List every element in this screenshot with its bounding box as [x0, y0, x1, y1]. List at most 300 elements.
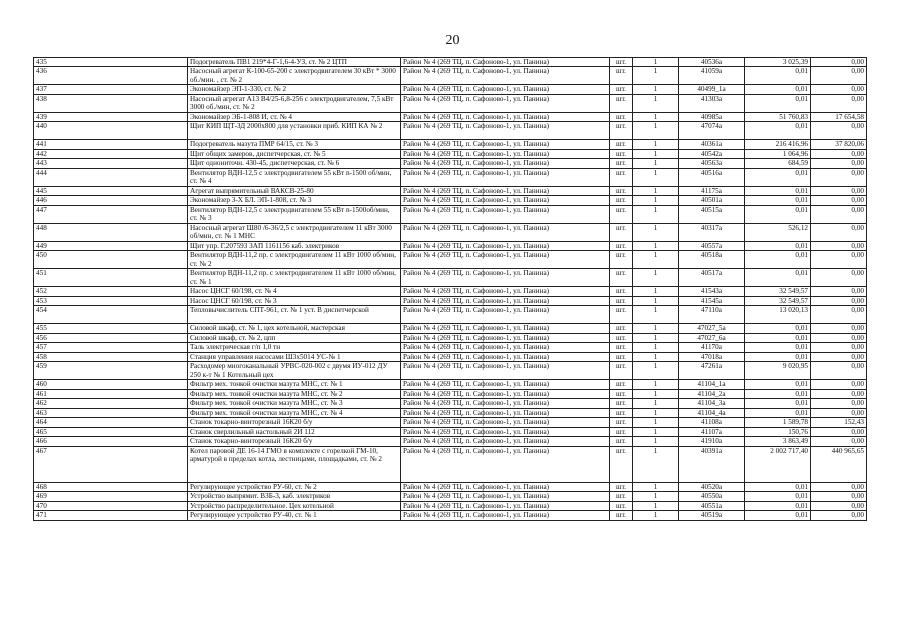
table-row: [34, 251, 867, 269]
location-cell: Район № 4 (269 ТЦ, п. Сафоново-1, ул. Панина): [401, 362, 610, 380]
table-row: [34, 482, 867, 491]
row-number-cell: 469: [34, 492, 188, 501]
quantity-cell: 1: [633, 251, 679, 269]
initial-value-cell: 32 549,57: [745, 287, 811, 296]
inventory-code-cell: 41545а: [679, 296, 745, 305]
quantity-cell: 1: [633, 241, 679, 250]
item-name-cell: Станок токарно-винторезный 16К20 б/у: [188, 437, 401, 446]
residual-value-cell: 17 654,58: [811, 112, 867, 121]
table-row: [34, 159, 867, 168]
row-number-cell: 463: [34, 408, 188, 417]
initial-value-cell: 150,76: [745, 427, 811, 436]
unit-cell: шт.: [610, 149, 633, 158]
item-name-cell: Силовой шкаф, ст. № 1, цех котельной, мастерская: [188, 324, 401, 333]
quantity-cell: 1: [633, 149, 679, 158]
residual-value-cell: 0,00: [811, 511, 867, 520]
quantity-cell: 1: [633, 482, 679, 491]
item-name-cell: Силовой шкаф, ст. № 2, цпп: [188, 333, 401, 342]
unit-cell: шт.: [610, 112, 633, 121]
table-row: [34, 333, 867, 342]
row-number-cell: 438: [34, 94, 188, 112]
inventory-code-cell: 40391а: [679, 446, 745, 482]
quantity-cell: 1: [633, 511, 679, 520]
unit-cell: шт.: [610, 205, 633, 223]
unit-cell: шт.: [610, 241, 633, 250]
table-row: [34, 149, 867, 158]
quantity-cell: 1: [633, 408, 679, 417]
row-number-cell: 446: [34, 196, 188, 205]
row-number-cell: 470: [34, 501, 188, 510]
location-cell: Район № 4 (269 ТЦ, п. Сафоново-1, ул. Панина): [401, 168, 610, 186]
initial-value-cell: 0,01: [745, 251, 811, 269]
location-cell: Район № 4 (269 ТЦ, п. Сафоново-1, ул. Панина): [401, 112, 610, 121]
inventory-code-cell: 47027_5а: [679, 324, 745, 333]
inventory-code-cell: 47074а: [679, 122, 745, 140]
location-cell: Район № 4 (269 ТЦ, п. Сафоново-1, ул. Панина): [401, 380, 610, 389]
residual-value-cell: 0,00: [811, 159, 867, 168]
item-name-cell: Устройство распределительное. Цех котельной: [188, 501, 401, 510]
table-row: [34, 67, 867, 85]
inventory-code-cell: 41303а: [679, 94, 745, 112]
quantity-cell: 1: [633, 205, 679, 223]
unit-cell: шт.: [610, 501, 633, 510]
initial-value-cell: 9 020,95: [745, 362, 811, 380]
quantity-cell: 1: [633, 85, 679, 94]
residual-value-cell: 0,00: [811, 352, 867, 361]
table-row: [34, 437, 867, 446]
residual-value-cell: 0,00: [811, 241, 867, 250]
inventory-code-cell: 41104_3а: [679, 399, 745, 408]
quantity-cell: 1: [633, 427, 679, 436]
initial-value-cell: 216 416,96: [745, 140, 811, 149]
row-number-cell: 461: [34, 389, 188, 398]
residual-value-cell: 0,00: [811, 427, 867, 436]
residual-value-cell: 0,00: [811, 205, 867, 223]
unit-cell: шт.: [610, 296, 633, 305]
residual-value-cell: 0,00: [811, 94, 867, 112]
table-row: [34, 380, 867, 389]
item-name-cell: Щит упр. Г.207593 ЗАП 1161156 каб. электриков: [188, 241, 401, 250]
initial-value-cell: 0,01: [745, 205, 811, 223]
quantity-cell: 1: [633, 352, 679, 361]
initial-value-cell: 0,01: [745, 380, 811, 389]
item-name-cell: Расходомер многоканальный УРВС-020-002 с двумя ИУ-012 ДУ 250 к-т № 1 Котельный цех: [188, 362, 401, 380]
initial-value-cell: 0,01: [745, 85, 811, 94]
item-name-cell: Экономайзер ЭБ-1-808 И, ст. № 4: [188, 112, 401, 121]
location-cell: Район № 4 (269 ТЦ, п. Сафоново-1, ул. Панина): [401, 67, 610, 85]
unit-cell: шт.: [610, 269, 633, 287]
table-row: [34, 446, 867, 482]
item-name-cell: Регулирующее устройство РУ-40, ст. № 1: [188, 511, 401, 520]
table-row: [34, 269, 867, 287]
item-name-cell: Фильтр мех. тонкой очистки мазута МНС, ст. № 4: [188, 408, 401, 417]
inventory-code-cell: 40519а: [679, 511, 745, 520]
quantity-cell: 1: [633, 186, 679, 195]
quantity-cell: 1: [633, 196, 679, 205]
location-cell: Район № 4 (269 ТЦ, п. Сафоново-1, ул. Панина): [401, 94, 610, 112]
initial-value-cell: 0,01: [745, 408, 811, 417]
inventory-code-cell: 40516а: [679, 168, 745, 186]
initial-value-cell: 0,01: [745, 333, 811, 342]
quantity-cell: 1: [633, 94, 679, 112]
table-row: [34, 58, 867, 67]
unit-cell: шт.: [610, 333, 633, 342]
initial-value-cell: 13 020,13: [745, 306, 811, 324]
initial-value-cell: 1 589,78: [745, 418, 811, 427]
row-number-cell: 468: [34, 482, 188, 491]
unit-cell: шт.: [610, 362, 633, 380]
table-body: [34, 58, 867, 521]
unit-cell: шт.: [610, 446, 633, 482]
row-number-cell: 458: [34, 352, 188, 361]
initial-value-cell: 0,01: [745, 269, 811, 287]
inventory-code-cell: 47110а: [679, 306, 745, 324]
inventory-code-cell: 40542а: [679, 149, 745, 158]
residual-value-cell: 0,00: [811, 287, 867, 296]
location-cell: Район № 4 (269 ТЦ, п. Сафоново-1, ул. Панина): [401, 140, 610, 149]
item-name-cell: Таль электрическая г/п 1,0 тн: [188, 343, 401, 352]
location-cell: Район № 4 (269 ТЦ, п. Сафоново-1, ул. Панина): [401, 196, 610, 205]
item-name-cell: Регулирующее устройство РУ-60, ст. № 2: [188, 482, 401, 491]
location-cell: Район № 4 (269 ТЦ, п. Сафоново-1, ул. Панина): [401, 223, 610, 241]
location-cell: Район № 4 (269 ТЦ, п. Сафоново-1, ул. Панина): [401, 501, 610, 510]
unit-cell: шт.: [610, 67, 633, 85]
unit-cell: шт.: [610, 287, 633, 296]
table-row: [34, 501, 867, 510]
quantity-cell: 1: [633, 122, 679, 140]
initial-value-cell: 0,01: [745, 501, 811, 510]
table-row: [34, 287, 867, 296]
table-row: [34, 296, 867, 305]
initial-value-cell: 0,01: [745, 241, 811, 250]
residual-value-cell: 0,00: [811, 343, 867, 352]
quantity-cell: 1: [633, 159, 679, 168]
row-number-cell: 467: [34, 446, 188, 482]
table-row: [34, 492, 867, 501]
quantity-cell: 1: [633, 362, 679, 380]
unit-cell: шт.: [610, 223, 633, 241]
initial-value-cell: 0,01: [745, 168, 811, 186]
inventory-code-cell: 41107а: [679, 427, 745, 436]
table-row: [34, 241, 867, 250]
quantity-cell: 1: [633, 67, 679, 85]
row-number-cell: 445: [34, 186, 188, 195]
row-number-cell: 465: [34, 427, 188, 436]
quantity-cell: 1: [633, 168, 679, 186]
row-number-cell: 447: [34, 205, 188, 223]
initial-value-cell: 0,01: [745, 94, 811, 112]
unit-cell: шт.: [610, 122, 633, 140]
location-cell: Район № 4 (269 ТЦ, п. Сафоново-1, ул. Панина): [401, 159, 610, 168]
initial-value-cell: 0,01: [745, 389, 811, 398]
residual-value-cell: 0,00: [811, 168, 867, 186]
initial-value-cell: 0,01: [745, 492, 811, 501]
table-row: [34, 352, 867, 361]
table-row: [34, 324, 867, 333]
table-row: [34, 418, 867, 427]
location-cell: Район № 4 (269 ТЦ, п. Сафоново-1, ул. Панина): [401, 408, 610, 417]
item-name-cell: Фильтр мех. тонкой очистки мазута МНС, ст. № 3: [188, 399, 401, 408]
row-number-cell: 452: [34, 287, 188, 296]
row-number-cell: 459: [34, 362, 188, 380]
residual-value-cell: 152,43: [811, 418, 867, 427]
initial-value-cell: 3 863,49: [745, 437, 811, 446]
unit-cell: шт.: [610, 482, 633, 491]
item-name-cell: Насос ЦНСГ 60/198, ст. № 4: [188, 287, 401, 296]
residual-value-cell: 0,00: [811, 67, 867, 85]
location-cell: Район № 4 (269 ТЦ, п. Сафоново-1, ул. Панина): [401, 446, 610, 482]
item-name-cell: Насосный агрегат Ш80 /6-36/2,5 с электродвигателем 11 кВт 3000 об/мин, ст. № 1 МНС: [188, 223, 401, 241]
row-number-cell: 441: [34, 140, 188, 149]
table-row: [34, 408, 867, 417]
row-number-cell: 466: [34, 437, 188, 446]
inventory-code-cell: 40518а: [679, 251, 745, 269]
residual-value-cell: 0,00: [811, 186, 867, 195]
residual-value-cell: 37 820,06: [811, 140, 867, 149]
inventory-code-cell: 40517а: [679, 269, 745, 287]
item-name-cell: Подогреватель ПВ1 219*4-Г-1,6-4-УЗ, ст. № 2 ЦТП: [188, 58, 401, 67]
item-name-cell: Станок токарно-винторезный 16К20 б/у: [188, 418, 401, 427]
residual-value-cell: 0,00: [811, 501, 867, 510]
inventory-code-cell: 47018а: [679, 352, 745, 361]
quantity-cell: 1: [633, 58, 679, 67]
table-row: [34, 122, 867, 140]
unit-cell: шт.: [610, 196, 633, 205]
initial-value-cell: 2 002 717,40: [745, 446, 811, 482]
location-cell: Район № 4 (269 ТЦ, п. Сафоново-1, ул. Панина): [401, 343, 610, 352]
residual-value-cell: 0,00: [811, 482, 867, 491]
inventory-code-cell: 41104_4а: [679, 408, 745, 417]
row-number-cell: 454: [34, 306, 188, 324]
row-number-cell: 462: [34, 399, 188, 408]
initial-value-cell: 0,01: [745, 122, 811, 140]
item-name-cell: Устройство выпрямит. ВЗБ-3, каб. электриков: [188, 492, 401, 501]
location-cell: Район № 4 (269 ТЦ, п. Сафоново-1, ул. Панина): [401, 296, 610, 305]
inventory-code-cell: 40536а: [679, 58, 745, 67]
item-name-cell: Вентилятор ВДН-12,5 с электродвигателем 55 кВт n-1500об/мин, ст. № 3: [188, 205, 401, 223]
row-number-cell: 439: [34, 112, 188, 121]
row-number-cell: 456: [34, 333, 188, 342]
location-cell: Район № 4 (269 ТЦ, п. Сафоново-1, ул. Панина): [401, 241, 610, 250]
location-cell: Район № 4 (269 ТЦ, п. Сафоново-1, ул. Панина): [401, 511, 610, 520]
location-cell: Район № 4 (269 ТЦ, п. Сафоново-1, ул. Панина): [401, 492, 610, 501]
quantity-cell: 1: [633, 324, 679, 333]
quantity-cell: 1: [633, 269, 679, 287]
row-number-cell: 460: [34, 380, 188, 389]
table-row: [34, 399, 867, 408]
inventory-code-cell: 40557а: [679, 241, 745, 250]
residual-value-cell: 0,00: [811, 85, 867, 94]
residual-value-cell: 0,00: [811, 333, 867, 342]
inventory-code-cell: 41910а: [679, 437, 745, 446]
residual-value-cell: 0,00: [811, 324, 867, 333]
inventory-code-cell: 40563а: [679, 159, 745, 168]
table-row: [34, 196, 867, 205]
inventory-table: [33, 57, 867, 521]
inventory-code-cell: 41104_2а: [679, 389, 745, 398]
initial-value-cell: 51 760,83: [745, 112, 811, 121]
quantity-cell: 1: [633, 343, 679, 352]
location-cell: Район № 4 (269 ТЦ, п. Сафоново-1, ул. Панина): [401, 287, 610, 296]
unit-cell: шт.: [610, 58, 633, 67]
inventory-code-cell: 40551а: [679, 501, 745, 510]
location-cell: Район № 4 (269 ТЦ, п. Сафоново-1, ул. Панина): [401, 186, 610, 195]
initial-value-cell: 32 549,57: [745, 296, 811, 305]
table-row: [34, 427, 867, 436]
row-number-cell: 464: [34, 418, 188, 427]
item-name-cell: Фильтр мех. тонкой очистки мазута МНС, ст. № 1: [188, 380, 401, 389]
initial-value-cell: 0,01: [745, 482, 811, 491]
quantity-cell: 1: [633, 112, 679, 121]
unit-cell: шт.: [610, 324, 633, 333]
unit-cell: шт.: [610, 343, 633, 352]
location-cell: Район № 4 (269 ТЦ, п. Сафоново-1, ул. Панина): [401, 437, 610, 446]
residual-value-cell: 0,00: [811, 223, 867, 241]
inventory-code-cell: 40501а: [679, 196, 745, 205]
item-name-cell: Тепловычислитель СПТ-961, ст. № 1 уст. В диспетчерской: [188, 306, 401, 324]
table-row: [34, 85, 867, 94]
inventory-code-cell: 47027_6а: [679, 333, 745, 342]
table-row: [34, 94, 867, 112]
inventory-code-cell: 41059а: [679, 67, 745, 85]
row-number-cell: 437: [34, 85, 188, 94]
quantity-cell: 1: [633, 140, 679, 149]
unit-cell: шт.: [610, 352, 633, 361]
unit-cell: шт.: [610, 389, 633, 398]
row-number-cell: 442: [34, 149, 188, 158]
item-name-cell: Фильтр мех. тонкой очистки мазута МНС, ст. № 2: [188, 389, 401, 398]
row-number-cell: 443: [34, 159, 188, 168]
residual-value-cell: 0,00: [811, 296, 867, 305]
row-number-cell: 448: [34, 223, 188, 241]
item-name-cell: Щит КИП ЩТ-ЗД 2000х800 для установки приб. КИП КА № 2: [188, 122, 401, 140]
unit-cell: шт.: [610, 437, 633, 446]
table-row: [34, 205, 867, 223]
initial-value-cell: 0,01: [745, 511, 811, 520]
quantity-cell: 1: [633, 389, 679, 398]
initial-value-cell: 0,01: [745, 324, 811, 333]
residual-value-cell: 0,00: [811, 437, 867, 446]
row-number-cell: 444: [34, 168, 188, 186]
unit-cell: шт.: [610, 85, 633, 94]
unit-cell: шт.: [610, 492, 633, 501]
quantity-cell: 1: [633, 223, 679, 241]
location-cell: Район № 4 (269 ТЦ, п. Сафоново-1, ул. Панина): [401, 399, 610, 408]
item-name-cell: Насос ЦНСГ 60/198, ст. № 3: [188, 296, 401, 305]
inventory-code-cell: 40550а: [679, 492, 745, 501]
row-number-cell: 450: [34, 251, 188, 269]
item-name-cell: Щит однониточн. 430-45, диспетчерская, ст. № 6: [188, 159, 401, 168]
table-row: [34, 186, 867, 195]
quantity-cell: 1: [633, 333, 679, 342]
residual-value-cell: 0,00: [811, 389, 867, 398]
table-row: [34, 511, 867, 520]
residual-value-cell: 0,00: [811, 149, 867, 158]
location-cell: Район № 4 (269 ТЦ, п. Сафоново-1, ул. Панина): [401, 269, 610, 287]
inventory-code-cell: 47261а: [679, 362, 745, 380]
inventory-code-cell: 41108а: [679, 418, 745, 427]
quantity-cell: 1: [633, 492, 679, 501]
row-number-cell: 449: [34, 241, 188, 250]
unit-cell: шт.: [610, 427, 633, 436]
unit-cell: шт.: [610, 186, 633, 195]
quantity-cell: 1: [633, 399, 679, 408]
residual-value-cell: 0,00: [811, 362, 867, 380]
initial-value-cell: 1 064,96: [745, 149, 811, 158]
quantity-cell: 1: [633, 446, 679, 482]
unit-cell: шт.: [610, 408, 633, 417]
inventory-code-cell: 40317а: [679, 223, 745, 241]
table-row: [34, 112, 867, 121]
item-name-cell: Вентилятор ВДН-11,2 пр. с электродвигателем 11 кВт 1000 об/мин, ст. № 2: [188, 251, 401, 269]
residual-value-cell: 440 965,65: [811, 446, 867, 482]
table-row: [34, 343, 867, 352]
row-number-cell: 440: [34, 122, 188, 140]
initial-value-cell: 0,01: [745, 399, 811, 408]
quantity-cell: 1: [633, 418, 679, 427]
unit-cell: шт.: [610, 168, 633, 186]
row-number-cell: 457: [34, 343, 188, 352]
table-row: [34, 362, 867, 380]
row-number-cell: 455: [34, 324, 188, 333]
quantity-cell: 1: [633, 306, 679, 324]
inventory-code-cell: 40515а: [679, 205, 745, 223]
item-name-cell: Станция управления насосами Ш3х5014 УС-№ 1: [188, 352, 401, 361]
quantity-cell: 1: [633, 287, 679, 296]
item-name-cell: Агрегат выпрямительный ВАКСВ-25-80: [188, 186, 401, 195]
initial-value-cell: 0,01: [745, 196, 811, 205]
initial-value-cell: 526,12: [745, 223, 811, 241]
location-cell: Район № 4 (269 ТЦ, п. Сафоново-1, ул. Панина): [401, 333, 610, 342]
initial-value-cell: 0,01: [745, 186, 811, 195]
residual-value-cell: 0,00: [811, 269, 867, 287]
inventory-code-cell: 41170а: [679, 343, 745, 352]
unit-cell: шт.: [610, 140, 633, 149]
quantity-cell: 1: [633, 501, 679, 510]
unit-cell: шт.: [610, 94, 633, 112]
location-cell: Район № 4 (269 ТЦ, п. Сафоново-1, ул. Панина): [401, 324, 610, 333]
residual-value-cell: 0,00: [811, 196, 867, 205]
location-cell: Район № 4 (269 ТЦ, п. Сафоново-1, ул. Панина): [401, 251, 610, 269]
location-cell: Район № 4 (269 ТЦ, п. Сафоново-1, ул. Панина): [401, 306, 610, 324]
row-number-cell: 451: [34, 269, 188, 287]
quantity-cell: 1: [633, 437, 679, 446]
location-cell: Район № 4 (269 ТЦ, п. Сафоново-1, ул. Панина): [401, 122, 610, 140]
location-cell: Район № 4 (269 ТЦ, п. Сафоново-1, ул. Панина): [401, 205, 610, 223]
initial-value-cell: 0,01: [745, 67, 811, 85]
item-name-cell: Щит общих замеров, диспетчерская, ст. № 5: [188, 149, 401, 158]
unit-cell: шт.: [610, 159, 633, 168]
item-name-cell: Станок сверлильный настольный 2И 112: [188, 427, 401, 436]
residual-value-cell: 0,00: [811, 122, 867, 140]
item-name-cell: Экономайзер 3-Х БЛ. ЭП-1-808, ст. № 3: [188, 196, 401, 205]
unit-cell: шт.: [610, 399, 633, 408]
residual-value-cell: 0,00: [811, 399, 867, 408]
inventory-code-cell: 41104_1а: [679, 380, 745, 389]
page-number: 20: [445, 33, 460, 48]
location-cell: Район № 4 (269 ТЦ, п. Сафоново-1, ул. Панина): [401, 352, 610, 361]
residual-value-cell: 0,00: [811, 306, 867, 324]
row-number-cell: 471: [34, 511, 188, 520]
item-name-cell: Котел паровой ДЕ 16-14 ГМО в комплекте с горелкой ГМ-10, арматурой в пределах котла, лестницами, площадками, ст. № 2: [188, 446, 401, 482]
item-name-cell: Насосный агрегат К-100-65-200 с электродвигателем 30 кВт * 3000 об./мин. , ст. № 2: [188, 67, 401, 85]
initial-value-cell: 0,01: [745, 343, 811, 352]
location-cell: Район № 4 (269 ТЦ, п. Сафоново-1, ул. Панина): [401, 85, 610, 94]
row-number-cell: 436: [34, 67, 188, 85]
unit-cell: шт.: [610, 251, 633, 269]
residual-value-cell: 0,00: [811, 251, 867, 269]
item-name-cell: Насосный агрегат А13 В4/25-6,8-256 с электродвигателем, 7,5 кВт 3000 об./мин, ст. № 2: [188, 94, 401, 112]
